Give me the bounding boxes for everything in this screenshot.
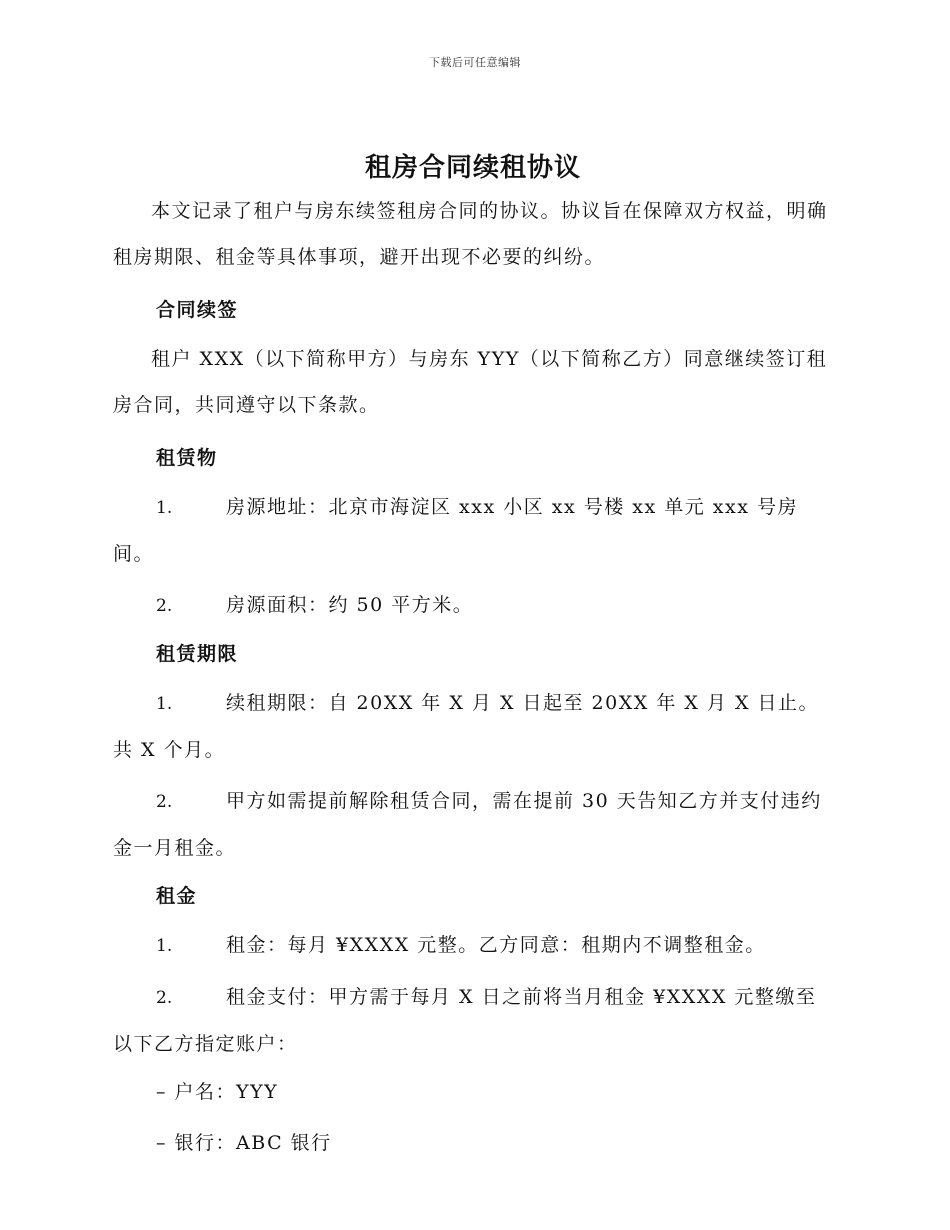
list-text: 甲方如需提前解除租赁合同，需在提前 30 天告知乙方并支付违约金一月租金。: [113, 790, 822, 859]
list-item: [113, 974, 833, 1067]
renewal-paragraph: 租户 XXX（以下简称甲方）与房东 YYY（以下简称乙方）同意继续签订租房合同，共同遵守以下条款。: [113, 348, 828, 416]
section-heading-renewal: 合同续签: [156, 299, 239, 321]
section-heading-rent: 租金: [156, 885, 198, 907]
list-text: 房源地址：北京市海淀区 xxx 小区 xx 号楼 xx 单元 xxx 号房间。: [113, 496, 798, 565]
list-item: [113, 778, 833, 871]
list-number: 1.: [156, 498, 173, 518]
account-bank-line: – 银行：ABC 银行: [156, 1132, 332, 1154]
list-text: 续租期限：自 20XX 年 X 月 X 日起至 20XX 年 X 月 X 日止。共 X 个月。: [113, 692, 820, 761]
list-text: 房源面积：约 50 平方米。: [226, 594, 474, 616]
list-number: 2.: [156, 988, 173, 1008]
account-name-line: – 户名：YYY: [156, 1081, 279, 1103]
document-title: 租房合同续租协议: [364, 153, 581, 183]
header-note: 下载后可任意编辑: [429, 56, 521, 69]
list-text: 租金支付：甲方需于每月 X 日之前将当月租金 ¥XXXX 元整缴至以下乙方指定账户：: [113, 986, 817, 1055]
list-item: [113, 484, 833, 577]
list-number: 2.: [156, 596, 173, 616]
list-number: 1.: [156, 936, 173, 956]
section-heading-leased-property: 租赁物: [156, 447, 218, 469]
list-number: 1.: [156, 694, 173, 714]
list-number: 2.: [156, 792, 173, 812]
list-text: 租金：每月 ¥XXXX 元整。乙方同意：租期内不调整租金。: [226, 934, 766, 956]
section-heading-lease-term: 租赁期限: [156, 643, 239, 665]
list-item: [113, 680, 833, 773]
list-item: [113, 582, 833, 629]
document-body: [113, 148, 833, 1169]
list-item: [113, 922, 833, 969]
intro-paragraph: 本文记录了租户与房东续签租房合同的协议。协议旨在保障双方权益，明确租房期限、租金等具体事项，避开出现不必要的纠纷。: [113, 200, 828, 268]
